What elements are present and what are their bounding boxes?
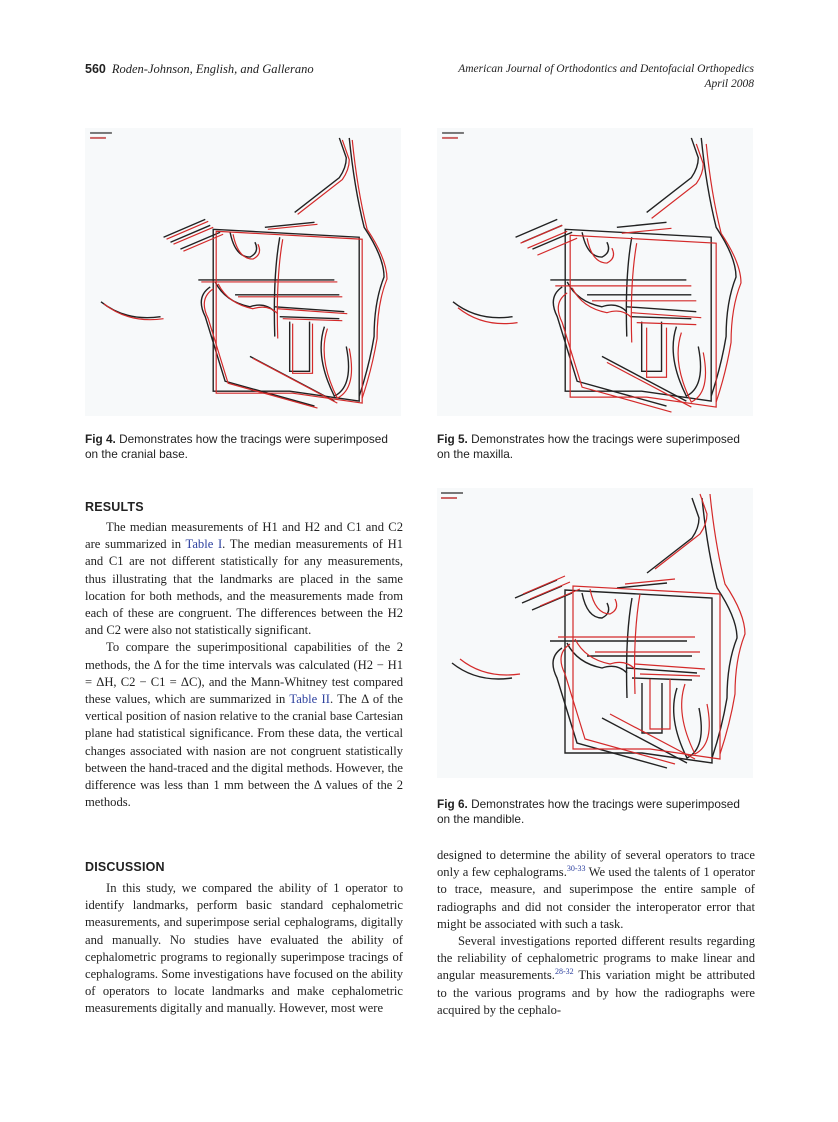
- reference-link[interactable]: 28-32: [554, 967, 574, 977]
- cephalometric-tracing: [85, 128, 401, 416]
- discussion-paragraph-1: In this study, we compared the ability of 1 operator to identify landmarks, perform basic standard cephalometric measurements, and superimpose serial cephalograms, digitally and manually. No studies have evaluated the ability of cephalometric programs to regionally superimpose tracings of cephalograms. Some investigations have focused on the ability of operators to locate landmarks and make cephalometric measurements digitally and manually. However, most were: [85, 881, 403, 1016]
- journal-name: American Journal of Orthodontics and Dentofacial Orthopedics: [458, 63, 754, 75]
- discussion-paragraph-1-continued: designed to determine the ability of several operators to trace only a few cephalograms.$^{30-33}$ We used the talents of 1 operator to trace, measure, and superimpose the entire sample of radiographs and did not consider the interoperator error that might be associated with such a task.: [437, 848, 755, 931]
- table-1-link[interactable]: Table I: [185, 537, 223, 552]
- results-body: [85, 519, 403, 811]
- hand-tracing-black: [101, 138, 384, 406]
- discussion-body-right: [437, 847, 755, 1019]
- figure-legend: [441, 492, 463, 499]
- figure-4-image: [85, 128, 401, 416]
- hand-tracing-black: [453, 138, 736, 406]
- discussion-paragraph-2: Several investigations reported different results regarding the reliability of cephalometric programs to make linear and angular measurements.$^{28-32}$ This variation might be attributed to the various programs and by how the radiographs were acquired by the cephalo-: [437, 934, 755, 1017]
- digital-tracing-red: [104, 140, 387, 408]
- authors: Roden-Johnson, English, and Gallerano: [111, 62, 314, 76]
- digital-tracing-red: [460, 494, 745, 764]
- cephalometric-tracing: [437, 128, 753, 416]
- cephalometric-tracing: [437, 488, 753, 778]
- digital-tracing-red: [458, 144, 741, 412]
- discussion-body-left: [85, 880, 403, 1018]
- figure-5-image: [437, 128, 753, 416]
- figure-6-caption: Fig 6. Demonstrates how the tracings were superimposed on the mandible.: [437, 797, 740, 826]
- figure-4-caption: Fig 4. Demonstrates how the tracings were superimposed on the cranial base.: [85, 432, 388, 461]
- figure-legend: [442, 132, 464, 139]
- figure-5-caption: Fig 5. Demonstrates how the tracings were superimposed on the maxilla.: [437, 432, 740, 461]
- figure-legend: [90, 132, 112, 139]
- reference-link[interactable]: 30-33: [566, 864, 586, 874]
- results-paragraph-1: The median measurements of H1 and H2 and C1 and C2 are summarized in Table I. The median measurements of H1 and C1 are not different statistically for any measurements, thus illustrating that the landmarks are placed in the same location for both methods, and the measurements made from each of these are congruent. The differences between the H2 and C2 were also not statistically significant.: [85, 520, 403, 638]
- issue-date: April 2008: [704, 78, 754, 90]
- running-header-left: [85, 62, 314, 77]
- page-number: 560: [85, 62, 106, 76]
- table-2-link[interactable]: Table II: [289, 692, 330, 707]
- figure-6-image: [437, 488, 753, 778]
- results-paragraph-2: To compare the superimpositional capabilities of the 2 methods, the Δ for the time intervals was calculated (H2 − H1 = ΔH, C2 − C1 = ΔC), and the Mann-Whitney test compared these values, which are summarized in Table II. The Δ of the vertical position of nasion relative to the cranial base Cartesian plane had statistical significance. From these data, the vertical changes associated with nasion are not congruent statistically between the hand-traced and the digital methods. However, the difference was less than 1 mm between the Δ values of the 2 methods.: [85, 640, 404, 810]
- discussion-heading: DISCUSSION: [85, 860, 165, 874]
- results-heading: RESULTS: [85, 500, 144, 514]
- running-header-right: [458, 62, 754, 92]
